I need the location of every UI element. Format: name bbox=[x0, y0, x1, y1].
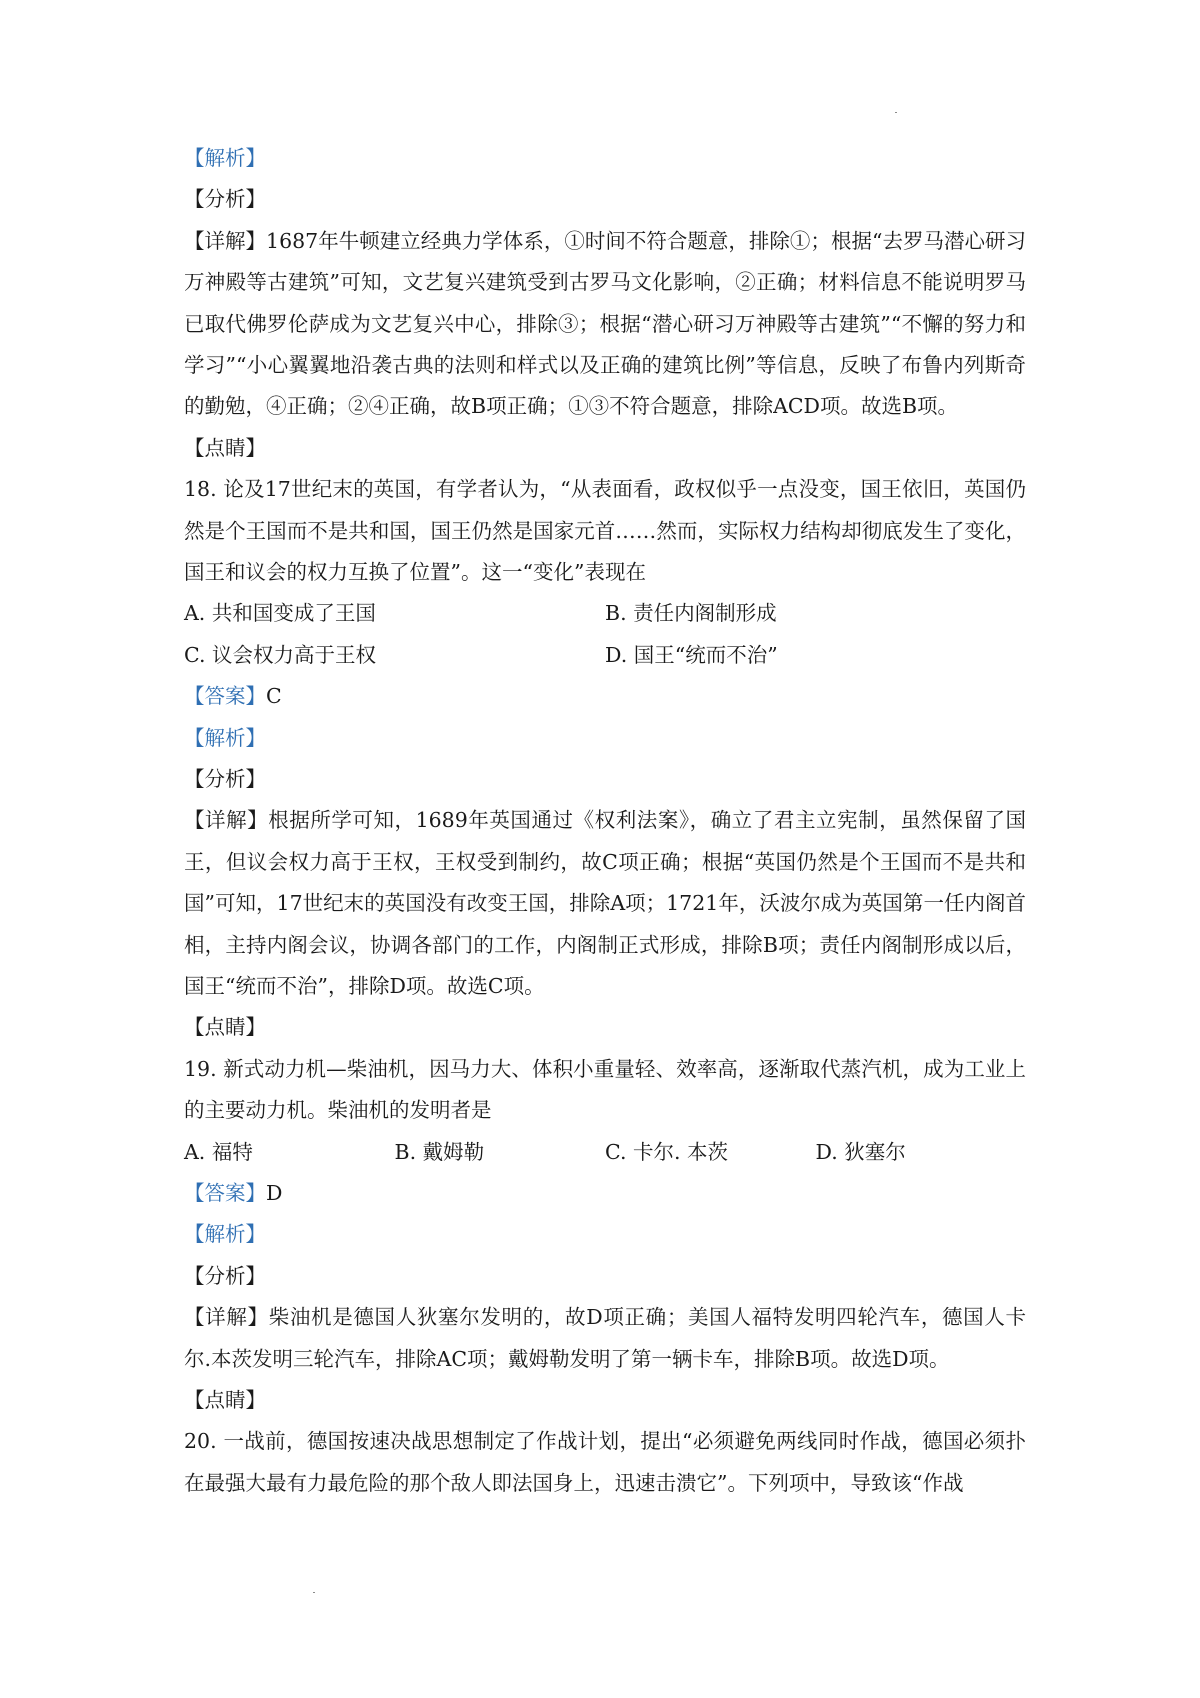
q18-options bbox=[184, 593, 1026, 676]
q18-xiangjie-text: 根据所学可知，1689年英国通过《权利法案》，确立了君主立宪制，虽然保留了国王，但议会权力高于王权，王权受到制约，故C项正确；根据“英国仍然是个王国而不是共和国”可知，17世纪末的英国没有改变王国，排除A项；1721年，沃波尔成为英国第一任内阁首相，主持内阁会议，协调各部门的工作，内阁制正式形成，排除B项；责任内阁制形成以后，国王“统而不治”，排除D项。故选C项。 bbox=[184, 808, 1026, 999]
q18-dianjing-label: 【点睛】 bbox=[184, 1015, 266, 1040]
q19-answer bbox=[184, 1173, 1026, 1214]
q18-xiangjie-label: 【详解】 bbox=[184, 808, 269, 833]
q17-fenxi-label: 【分析】 bbox=[184, 187, 266, 212]
q18-answer-value: C bbox=[266, 684, 282, 709]
q18-jiexi-label: 【解析】 bbox=[184, 725, 266, 750]
q17-jiexi-label: 【解析】 bbox=[184, 146, 266, 170]
q17-xiangjie-text: 1687年牛顿建立经典力学体系，①时间不符合题意，排除①；根据“去罗马潜心研习万神殿等古建筑”可知，文艺复兴建筑受到古罗马文化影响，②正确；材料信息不能说明罗马已取代佛罗伦萨成为文艺复兴中心，排除③；根据“潜心研习万神殿等古建筑”“不懈的努力和学习”“小心翼翼地沿袭古典的法则和样式以及正确的建筑比例”等信息，反映了布鲁内列斯奇的勤勉，④正确；②④正确，故B项正确；①③不符合题意，排除ACD项。故选B项。 bbox=[184, 228, 1027, 419]
q19-fenxi-label: 【分析】 bbox=[184, 1263, 266, 1288]
q18-xiangjie bbox=[184, 800, 1026, 1007]
document-body bbox=[184, 138, 1026, 1504]
q19-answer-label: 【答案】 bbox=[184, 1181, 266, 1206]
q18-option-a: A. 共和国变成了王国 bbox=[184, 601, 376, 626]
q18-answer bbox=[184, 676, 1026, 717]
scan-speck-top bbox=[895, 112, 897, 113]
q17-xiangjie bbox=[184, 221, 1026, 428]
q18-stem: 18. 论及17世纪末的英国，有学者认为，“从表面看，政权似乎一点没变，国王依旧，英国仍然是个王国而不是共和国，国王仍然是国家元首……然而，实际权力结构却彻底发生了变化，国王和议会的权力互换了位置”。这一“变化”表现在 bbox=[184, 477, 1026, 585]
q19-options bbox=[184, 1132, 1026, 1173]
q19-option-c: C. 卡尔. 本茨 bbox=[605, 1139, 729, 1164]
q18-option-b: B. 责任内阁制形成 bbox=[605, 601, 777, 626]
q19-answer-value: D bbox=[266, 1181, 283, 1206]
q19-xiangjie-label: 【详解】 bbox=[184, 1305, 269, 1330]
q17-dianjing-label: 【点睛】 bbox=[184, 435, 266, 460]
q19-stem: 19. 新式动力机—柴油机，因马力大、体积小重量轻、效率高，逐渐取代蒸汽机，成为工业上的主要动力机。柴油机的发明者是 bbox=[184, 1056, 1026, 1123]
q18-option-d: D. 国王“统而不治” bbox=[605, 642, 778, 667]
q17-xiangjie-label: 【详解】 bbox=[184, 228, 267, 253]
q19-xiangjie-text: 柴油机是德国人狄塞尔发明的，故D项正确；美国人福特发明四轮汽车，德国人卡尔.本茨发明三轮汽车，排除AC项；戴姆勒发明了第一辆卡车，排除B项。故选D项。 bbox=[184, 1305, 1027, 1371]
q19-dianjing-label: 【点睛】 bbox=[184, 1388, 266, 1413]
q18-option-c: C. 议会权力高于王权 bbox=[184, 642, 376, 667]
q19-option-a: A. 福特 bbox=[184, 1139, 253, 1164]
q18-fenxi-label: 【分析】 bbox=[184, 767, 266, 792]
q19-option-b: B. 戴姆勒 bbox=[394, 1139, 485, 1164]
question-17-explanation bbox=[184, 138, 1026, 469]
q19-option-d: D. 狄塞尔 bbox=[815, 1139, 906, 1164]
q19-xiangjie bbox=[184, 1297, 1026, 1380]
scan-speck-bottom bbox=[313, 1592, 315, 1593]
q20-stem: 20. 一战前，德国按速决战思想制定了作战计划，提出“必须避免两线同时作战，德国必须扑在最强大最有力最危险的那个敌人即法国身上，迅速击溃它”。下列项中，导致该“作战 bbox=[184, 1429, 1026, 1495]
q19-jiexi-label: 【解析】 bbox=[184, 1222, 266, 1247]
q18-answer-label: 【答案】 bbox=[184, 684, 266, 709]
question-18 bbox=[184, 469, 1026, 1049]
question-19 bbox=[184, 1049, 1026, 1422]
question-20 bbox=[184, 1421, 1026, 1504]
